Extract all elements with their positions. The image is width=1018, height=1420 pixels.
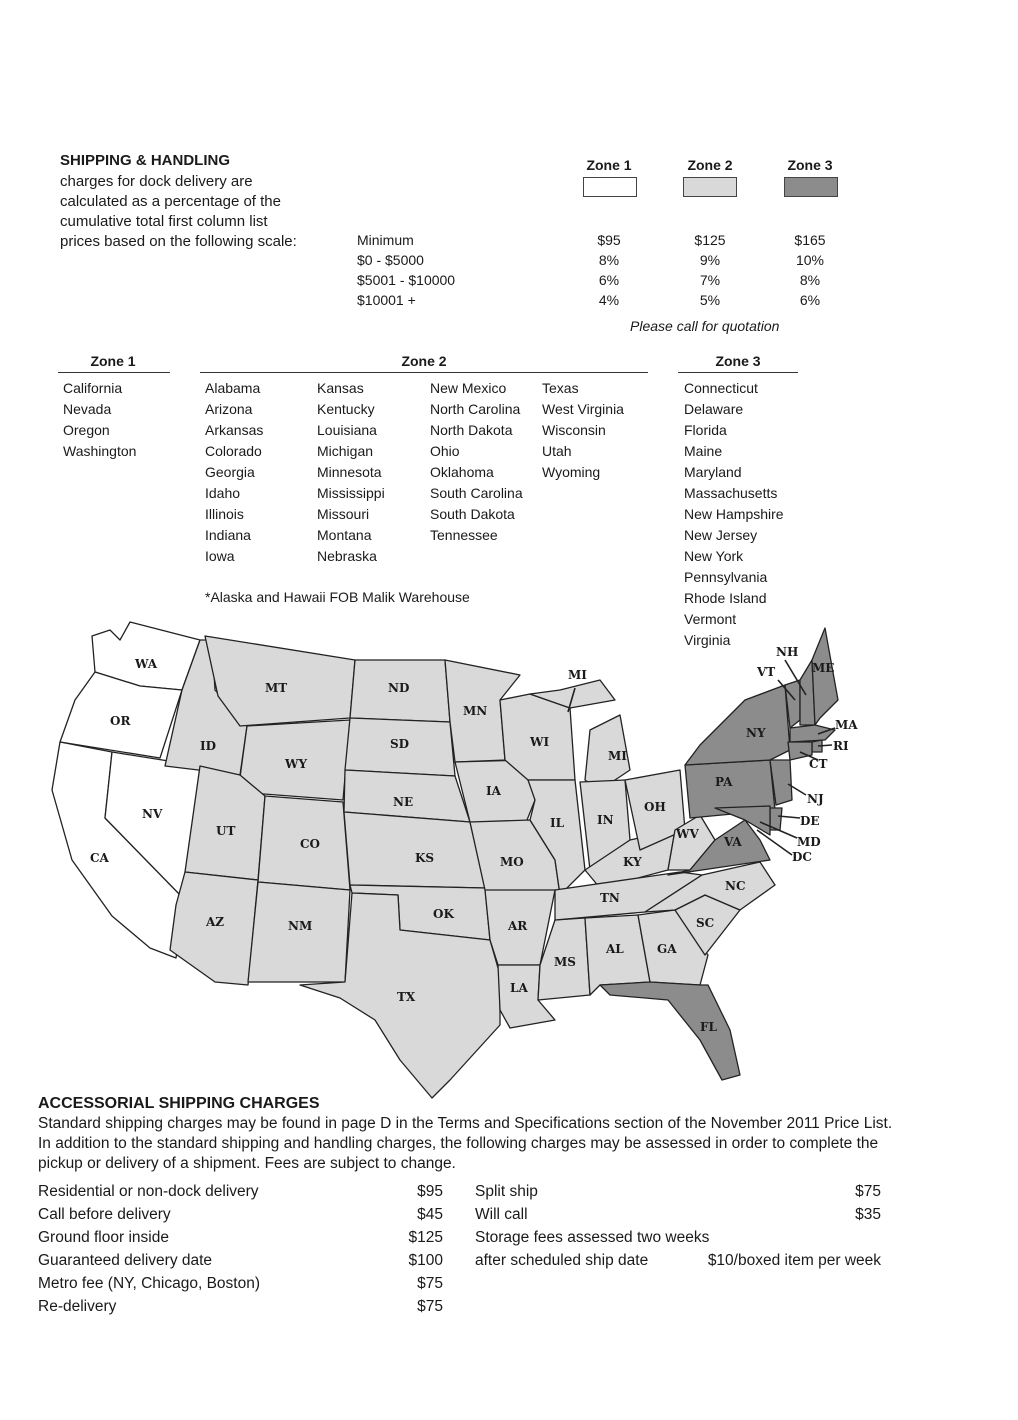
map-label-tn: TN — [600, 891, 620, 905]
state-name: Idaho — [205, 485, 241, 501]
rate-label: $0 - $5000 — [357, 252, 424, 268]
map-label-ga: GA — [657, 942, 677, 956]
state-name: Missouri — [317, 506, 370, 522]
zone1-state-list — [63, 378, 136, 462]
shipping-description: charges for dock delivery are calculated as a percentage of the cumulative total first column list prices based on the following scale: — [60, 173, 297, 250]
map-label-az: AZ — [206, 915, 225, 929]
state-name: Alabama — [205, 380, 261, 396]
state-name: Michigan — [317, 443, 374, 459]
accessorial-fees-left — [38, 1180, 443, 1318]
state-ma — [790, 725, 835, 742]
fee-label: Metro fee (NY, Chicago, Boston) — [38, 1275, 260, 1292]
rate-label: $10001 + — [357, 292, 416, 308]
map-label-ia: IA — [486, 784, 501, 798]
state-name: Kentucky — [317, 401, 375, 417]
map-label-ri: RI — [833, 739, 849, 753]
map-label-mi: MI — [608, 749, 627, 763]
state-name: Utah — [542, 443, 572, 459]
map-label-oh: OH — [644, 800, 666, 814]
map-label-wv: WV — [676, 827, 699, 841]
accessorial-fees-right — [475, 1180, 881, 1272]
map-label-nv: NV — [142, 807, 163, 821]
map-label-la: LA — [510, 981, 528, 995]
zone1-list-heading: Zone 1 — [90, 353, 136, 369]
state-name: Minnesota — [317, 464, 382, 480]
map-label-ar: AR — [508, 919, 528, 933]
state-name: Nevada — [63, 401, 112, 417]
state-name: Mississippi — [317, 485, 385, 501]
state-name: Tennessee — [430, 527, 498, 543]
zone3-underline — [678, 372, 798, 373]
map-label-pa: PA — [715, 775, 733, 789]
state-name: Montana — [317, 527, 372, 543]
state-name: Maine — [684, 443, 723, 459]
map-label-ct: CT — [809, 757, 828, 771]
fee-row — [475, 1180, 881, 1203]
map-label-or: OR — [110, 714, 131, 728]
map-label-id: ID — [200, 739, 217, 753]
state-name: California — [63, 380, 123, 396]
state-name: Massachusetts — [684, 485, 778, 501]
state-name: Georgia — [205, 464, 255, 480]
zone2-swatch — [683, 177, 737, 197]
fee-amount: $35 — [855, 1206, 881, 1223]
state-name: South Carolina — [430, 485, 523, 501]
state-name: New Mexico — [430, 380, 507, 396]
state-name: North Carolina — [430, 401, 521, 417]
fee-amount: $45 — [417, 1206, 443, 1223]
state-name: Arizona — [205, 401, 253, 417]
rate-value: 5% — [699, 292, 721, 308]
map-label-ms: MS — [554, 955, 576, 969]
zone3-swatch — [784, 177, 838, 197]
state-name: Wisconsin — [542, 422, 606, 438]
state-name: Nebraska — [317, 548, 377, 564]
fee-row — [475, 1249, 881, 1272]
state-name: North Dakota — [430, 422, 513, 438]
map-label-tx: TX — [397, 990, 416, 1004]
accessorial-title: ACCESSORIAL SHIPPING CHARGES — [38, 1095, 320, 1112]
zone2-underline — [200, 372, 648, 373]
state-name: Ohio — [430, 443, 460, 459]
state-name: Wyoming — [542, 464, 601, 480]
state-name: West Virginia — [542, 401, 624, 417]
zone1-underline — [58, 372, 170, 373]
map-label-ky: KY — [623, 855, 642, 869]
map-label-ny: NY — [746, 726, 766, 740]
rate-zone2-heading: Zone 2 — [687, 157, 733, 173]
state-name: Connecticut — [684, 380, 758, 396]
zone3-state-list — [684, 378, 784, 651]
map-label-me: ME — [812, 661, 835, 675]
rate-value: 8% — [799, 272, 821, 288]
state-me — [812, 628, 838, 725]
map-label-nc: NC — [725, 879, 746, 893]
fee-row — [38, 1180, 443, 1203]
rate-value: 4% — [598, 292, 620, 308]
rate-label: Minimum — [357, 232, 414, 248]
map-label-ma: MA — [835, 718, 858, 732]
map-label-nm: NM — [288, 919, 313, 933]
map-label-il: IL — [550, 816, 565, 830]
rate-value: 6% — [598, 272, 620, 288]
fee-row — [38, 1203, 443, 1226]
zone2-state-column — [205, 378, 263, 567]
map-label-al: AL — [606, 942, 624, 956]
state-name: Florida — [684, 422, 727, 438]
zone1-swatch — [583, 177, 637, 197]
state-name: Oklahoma — [430, 464, 494, 480]
zone2-list-heading: Zone 2 — [401, 353, 447, 369]
map-label-md: MD — [797, 835, 821, 849]
rate-value: 8% — [598, 252, 620, 268]
map-label-sd: SD — [390, 737, 410, 751]
fee-row — [38, 1226, 443, 1249]
rate-value: $95 — [597, 232, 621, 248]
map-label-de: DE — [800, 814, 820, 828]
state-name: Indiana — [205, 527, 251, 543]
fee-row — [38, 1295, 443, 1318]
map-label-mt: MT — [265, 681, 288, 695]
rate-value: 10% — [795, 252, 825, 268]
fee-label: Guaranteed delivery date — [38, 1252, 213, 1269]
state-name: Iowa — [205, 548, 235, 564]
map-label-mi-up: MI — [568, 668, 587, 682]
zone2-state-column — [430, 378, 523, 546]
fee-amount: $75 — [417, 1298, 443, 1315]
quote-note: Please call for quotation — [630, 318, 780, 334]
rate-value: 9% — [699, 252, 721, 268]
state-name: Maryland — [684, 464, 742, 480]
fee-row — [38, 1272, 443, 1295]
state-name: Virginia — [684, 632, 731, 648]
fee-label: Storage fees assessed two weeks — [475, 1229, 710, 1246]
fee-label: Split ship — [475, 1183, 538, 1200]
fee-amount: $75 — [417, 1275, 443, 1292]
state-name: Louisiana — [317, 422, 377, 438]
rate-label: $5001 - $10000 — [357, 272, 456, 288]
rate-value: $125 — [694, 232, 726, 248]
map-label-ut: UT — [216, 824, 236, 838]
map-label-mo: MO — [500, 855, 524, 869]
fee-label: Will call — [475, 1206, 528, 1223]
us-zone-map — [40, 620, 870, 1100]
state-name: New York — [684, 548, 744, 564]
fee-row — [475, 1203, 881, 1226]
map-label-vt: VT — [757, 665, 776, 679]
state-name: Vermont — [684, 611, 737, 627]
map-label-fl: FL — [700, 1020, 717, 1034]
map-label-ne: NE — [393, 795, 414, 809]
state-name: Illinois — [205, 506, 244, 522]
state-name: Kansas — [317, 380, 364, 396]
fee-amount: $75 — [855, 1183, 881, 1200]
state-name: Arkansas — [205, 422, 264, 438]
state-name: Colorado — [205, 443, 262, 459]
alaska-hawaii-footnote: *Alaska and Hawaii FOB Malik Warehouse — [205, 589, 470, 605]
fee-row — [475, 1226, 881, 1249]
state-name: Washington — [63, 443, 137, 459]
fee-row — [38, 1249, 443, 1272]
map-label-sc: SC — [696, 916, 715, 930]
fee-label: Ground floor inside — [38, 1229, 169, 1246]
state-name: Pennsylvania — [684, 569, 768, 585]
rate-value: 7% — [699, 272, 721, 288]
fee-amount: $100 — [408, 1252, 443, 1269]
map-label-dc: DC — [792, 850, 812, 864]
fee-label: Re-delivery — [38, 1298, 117, 1315]
map-label-nh: NH — [776, 645, 799, 659]
state-name: South Dakota — [430, 506, 515, 522]
shipping-title: SHIPPING & HANDLING — [60, 152, 231, 169]
map-label-wa: WA — [135, 657, 158, 671]
rate-value: 6% — [799, 292, 821, 308]
map-label-ca: CA — [90, 851, 109, 865]
callout-line-ri — [818, 745, 832, 746]
rate-value: $165 — [794, 232, 826, 248]
state-name: New Jersey — [684, 527, 758, 543]
fee-label: Call before delivery — [38, 1206, 171, 1223]
map-label-va: VA — [724, 835, 742, 849]
fee-label: Residential or non-dock delivery — [38, 1183, 259, 1200]
fee-amount: $125 — [408, 1229, 443, 1246]
fee-amount: $10/boxed item per week — [707, 1252, 881, 1269]
state-name: New Hampshire — [684, 506, 784, 522]
map-label-nd: ND — [388, 681, 410, 695]
zone2-state-column — [317, 378, 385, 567]
map-label-in: IN — [597, 813, 614, 827]
map-label-ok: OK — [433, 907, 454, 921]
zone3-list-heading: Zone 3 — [715, 353, 761, 369]
state-name: Oregon — [63, 422, 110, 438]
zone2-state-column — [542, 378, 624, 483]
state-name: Rhode Island — [684, 590, 767, 606]
state-ks — [344, 812, 485, 888]
fee-amount: $95 — [417, 1183, 443, 1200]
map-label-mn: MN — [463, 704, 488, 718]
state-name: Texas — [542, 380, 579, 396]
map-label-wy: WY — [285, 757, 308, 771]
accessorial-description: Standard shipping charges may be found in page D in the Terms and Specifications section of the November 2011 Price List. In addition to the standard shipping and handling charges, the following charges may be assessed in order to complete the pickup or delivery of a shipment. Fees are subject to change. — [38, 1115, 893, 1172]
map-label-nj: NJ — [807, 792, 824, 806]
fee-label: after scheduled ship date — [475, 1252, 649, 1269]
map-label-co: CO — [300, 837, 321, 851]
state-ny — [685, 685, 790, 765]
state-fl — [600, 982, 740, 1080]
rate-zone3-heading: Zone 3 — [787, 157, 833, 173]
rate-zone1-heading: Zone 1 — [586, 157, 632, 173]
map-label-wi: WI — [530, 735, 550, 749]
state-name: Delaware — [684, 401, 744, 417]
map-label-ks: KS — [415, 851, 435, 865]
